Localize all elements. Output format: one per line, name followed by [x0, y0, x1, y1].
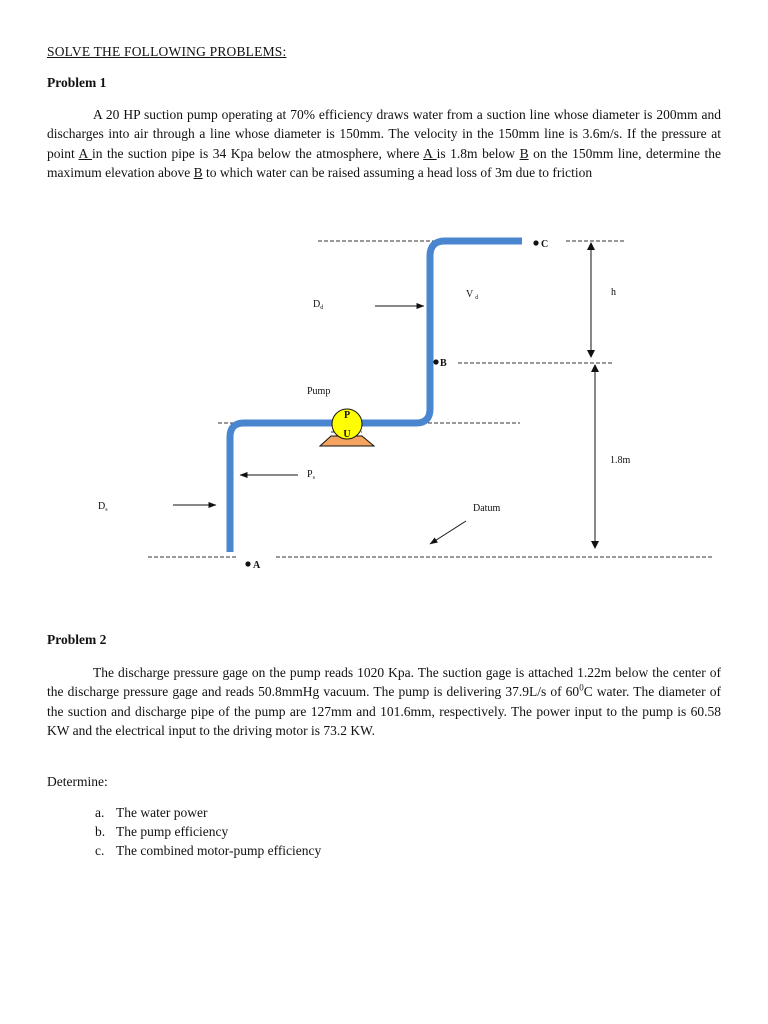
dim-h-top-arrow [587, 242, 595, 250]
point-a-ref: A [423, 145, 437, 161]
pump [320, 409, 374, 446]
label-pump: Pump [307, 386, 331, 397]
list-item: a. The water power [95, 805, 208, 820]
arrow-datum [430, 521, 466, 544]
label-1.8m: 1.8m [610, 455, 631, 466]
point-a-dot [245, 561, 250, 566]
point-c-dot [533, 240, 538, 245]
point-b-ref: B [519, 145, 529, 161]
point-a-ref: A [78, 145, 93, 161]
problem-1-text: A 20 HP suction pump operating at 70% efficiency draws water from a suction line whose diameter is 200mm and discharges into air through a line whose diameter is 150mm. The velocity in the 150mm line is 3.6m/s. If the pressure at point A in the suction pipe is 34 Kpa below the atmosphere, where A is 1.8m below B on the 150mm line, determine the maximum elevation above B to which water can be raised assuming a head loss of 3m due to friction [47, 107, 721, 181]
arrows [173, 247, 595, 546]
label-vd: V $_d$ [466, 289, 479, 301]
determine-label: Determine: [47, 774, 108, 789]
problem-2-title: Problem 2 [47, 632, 107, 647]
dim-1.8m-top-arrow [591, 364, 599, 372]
dim-h-bottom-arrow [587, 350, 595, 358]
problem-2-text: The discharge pressure gage on the pump reads 1020 Kpa. The suction gage is attached 1.22m below the center of the discharge pressure gage and reads 50.8mmHg vacuum. The pump is delivering 37.9L/s of $60^0C$ water. The diameter of the suction and discharge pipe of the pump are 127mm and 101.6mm, respectively. The power input to the pump is 60.58 KW and the electrical input to the driving motor is 73.2 KW. [47, 665, 721, 739]
point-b-ref: B [193, 165, 203, 181]
question-list [95, 803, 321, 861]
list-item: c. The combined motor-pump efficiency [95, 843, 322, 859]
label-h: h [611, 287, 616, 298]
dimension-arrowheads [587, 242, 599, 549]
dim-1.8m-bottom-arrow [591, 541, 599, 549]
label-ds: $D_s$ [98, 501, 108, 513]
point-b-label: B [440, 358, 447, 369]
label-ps: $P_s$ [307, 469, 315, 481]
point-a-label: A [253, 560, 261, 571]
label-dd: $D_d$ [313, 299, 324, 311]
page-heading: SOLVE THE FOLLOWING PROBLEMS: [47, 44, 287, 59]
label-datum: Datum [473, 503, 501, 514]
problem-1-title: Problem 1 [47, 75, 107, 90]
pump-letter-p: P [343, 410, 351, 421]
pump-letter-u: U [343, 429, 351, 440]
point-b-dot [433, 359, 438, 364]
list-item: b. The pump efficiency [95, 824, 229, 840]
point-c-label: C [541, 239, 549, 250]
